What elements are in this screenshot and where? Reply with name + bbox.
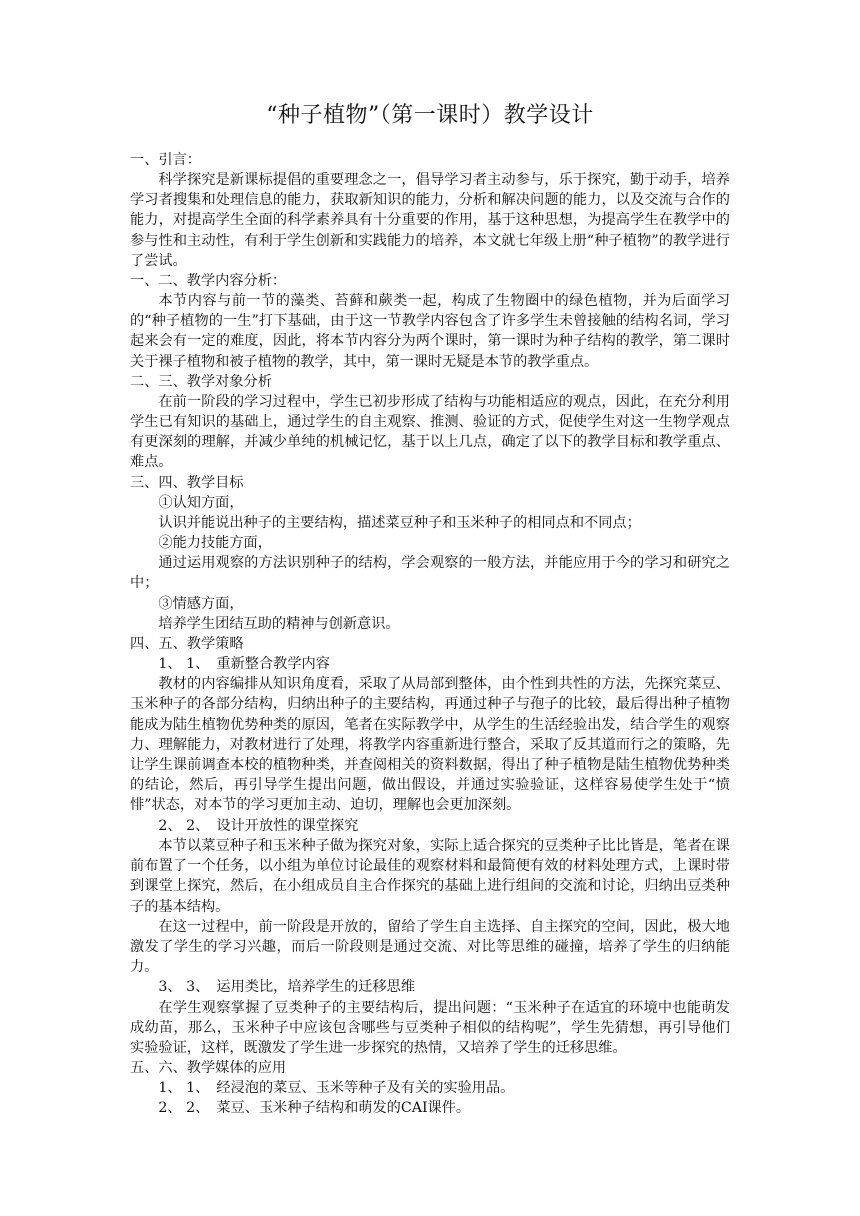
subheading: 3、 3、 运用类比，培养学生的迁移思维 xyxy=(158,979,416,996)
indented-line: 培养学生团结互助的精神与创新意识。 xyxy=(158,615,400,632)
subheading: 2、 2、 设计开放性的课堂探究 xyxy=(158,817,359,834)
document-page xyxy=(130,100,730,1119)
subheading: 2、 2、 菜豆、玉米种子结构和萌发的CAI课件。 xyxy=(158,1100,471,1117)
section-heading: 一、二、教学内容分析： xyxy=(130,273,287,290)
indented-line: ③情感方面， xyxy=(158,595,244,612)
indented-line: 认识并能说出种子的主要结构，描述菜豆种子和玉米种子的相同点和不同点； xyxy=(158,514,641,531)
paragraph: 在学生观察掌握了豆类种子的主要结构后，提出问题：“玉米种子在适宜的环境中也能萌发成幼苗，那么，玉米种子中应该包含哪些与豆类种子相似的结构呢”，学生先猜想，再引导他们实验验证，这样，既激发了学生进一步探究的热情，又培养了学生的迁移思维。 xyxy=(130,999,730,1056)
section-heading: 四、五、教学策略 xyxy=(130,636,244,653)
paragraph: 在前一阶段的学习过程中，学生已初步形成了结构与功能相适应的观点，因此，在充分利用学生已有知识的基础上，通过学生的自主观察、推测、验证的方式，促使学生对这一生物学观点有更深刻的理解，并减少单纯的机械记忆，基于以上几点，确定了以下的教学目标和教学重点、难点。 xyxy=(130,393,730,471)
paragraph: 本节内容与前一节的藻类、苔藓和蕨类一起，构成了生物圈中的绿色植物，并为后面学习的“种子植物的一生”打下基础，由于这一节教学内容包含了许多学生未曾接触的结构名词，学习起来会有一定的难度，因此，将本节内容分为两个课时，第一课时为种子结构的教学，第二课时关于裸子植物和被子植物的教学，其中，第一课时无疑是本节的教学重点。 xyxy=(130,293,730,370)
section-heading: 二、三、教学对象分析 xyxy=(130,373,272,390)
document-body xyxy=(130,150,730,1119)
document-title: “种子植物”（第一课时）教学设计 xyxy=(266,103,594,128)
indented-line: ①认知方面， xyxy=(158,494,244,511)
indented-line: ②能力技能方面， xyxy=(158,535,272,552)
paragraph: 在这一过程中，前一阶段是开放的，留给了学生自主选择、自主探究的空间，因此，极大地激发了学生的学习兴趣，而后一阶段则是通过交流、对比等思维的碰撞，培养了学生的归纳能力。 xyxy=(130,918,730,976)
paragraph: 教材的内容编排从知识角度看，采取了从局部到整体，由个性到共性的方法，先探究菜豆、玉米种子的各部分结构，归纳出种子的主要结构，再通过种子与孢子的比较，最后得出种子植物能成为陆生植物优势种类的原因，笔者在实际教学中，从学生的生活经验出发，结合学生的观察力、理解能力，对教材进行了处理，将教学内容重新进行整合，采取了反其道而行之的策略，先让学生课前调查本校的植物种类，并查阅相关的资料数据，得出了种子植物是陆生植物优势种类的结论，然后，再引导学生提出问题，做出假设，并通过实验验证，这样容易使学生处于“愤悱”状态，对本节的学习更加主动、迫切，理解也会更加深刻。 xyxy=(130,676,730,814)
subheading: 1、 1、 经浸泡的菜豆、玉米等种子及有关的实验用品。 xyxy=(158,1080,515,1097)
paragraph: 科学探究是新课标提倡的重要理念之一，倡导学习者主动参与，乐于探究，勤于动手，培养学习者搜集和处理信息的能力，获取新知识的能力，分析和解决问题的能力，以及交流与合作的能力，对提高学生全面的科学素养具有十分重要的作用，基于这种思想，为提高学生在教学中的参与性和主动性，有利于学生创新和实践能力的培养，本文就七年级上册“种子植物”的教学进行了尝试。 xyxy=(130,172,730,269)
paragraph: 本节以菜豆种子和玉米种子做为探究对象，实际上适合探究的豆类种子比比皆是，笔者在课前布置了一个任务，以小组为单位讨论最佳的观察材料和最简便有效的材料处理方式，上课时带到课堂上探究，然后，在小组成员自主合作探究的基础上进行组间的交流和讨论，归纳出豆类种子的基本结构。 xyxy=(130,837,730,915)
section-heading: 五、六、教学媒体的应用 xyxy=(130,1060,287,1077)
section-heading: 三、四、教学目标 xyxy=(130,474,244,491)
paragraph: 通过运用观察的方法识别种子的结构，学会观察的一般方法，并能应用于今的学习和研究之中； xyxy=(130,555,730,592)
subheading: 1、 1、 重新整合教学内容 xyxy=(158,656,330,673)
section-heading: 一、引言： xyxy=(130,152,201,168)
